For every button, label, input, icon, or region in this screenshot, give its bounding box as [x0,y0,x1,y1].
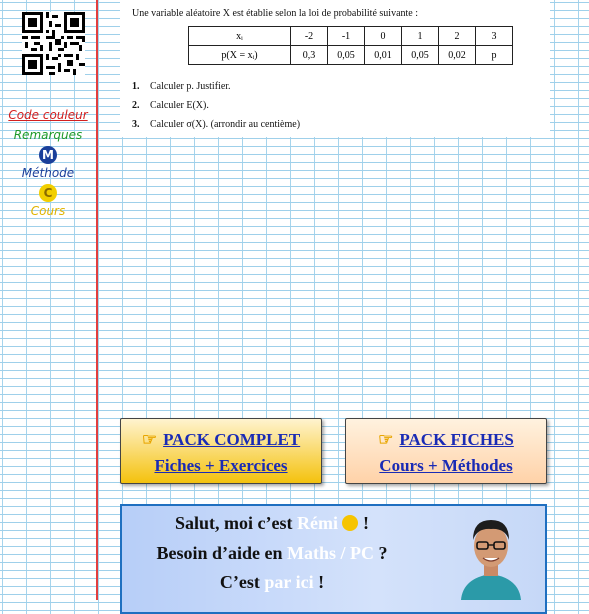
table-cell: -2 [291,27,328,46]
promo-text: ? [374,543,388,563]
pointing-hand-icon: ☞ [141,430,158,449]
table-header-cell: xᵢ [189,27,291,46]
question-text: Calculer σ(X). (arrondir au centième) [150,119,301,130]
qr-code[interactable] [22,12,85,75]
pack-fiches-line1: PACK FICHES [399,430,514,449]
promo-line-2 [122,543,422,564]
table-row [189,46,513,65]
table-cell: 0 [365,27,402,46]
pack-complet-button[interactable] [120,418,322,484]
exercise-intro: Une variable aléatoire X est établie selon la loi de probabilité suivante : [132,8,419,19]
promo-link[interactable]: par ici [264,572,314,592]
table-cell: 0,01 [365,46,402,65]
margin-line [96,0,98,600]
methode-badge-icon: M [39,146,57,164]
question-number: 2. [132,100,140,111]
color-code-legend [6,108,90,218]
table-cell: 0,3 [291,46,328,65]
table-header-cell: p(X = xᵢ) [189,46,291,65]
probability-table [188,26,513,65]
smiley-icon [342,515,358,531]
pack-complet-line1: PACK COMPLET [163,430,301,449]
legend-cours: Cours [30,204,66,218]
exercise-panel [120,0,550,137]
question-number: 1. [132,81,140,92]
table-cell: 0,05 [328,46,365,65]
legend-remarques: Remarques [13,128,83,142]
promo-line-1 [122,513,422,534]
legend-methode: Méthode [21,166,75,180]
promo-text: ! [358,513,369,533]
table-cell: 3 [476,27,513,46]
teacher-photo [455,510,527,600]
question-text: Calculer E(X). [150,100,209,111]
table-row [189,27,513,46]
promo-subject: Maths / PC [287,543,375,563]
legend-title: Code couleur [8,108,88,122]
table-cell: p [476,46,513,65]
question-item [132,119,300,130]
table-cell: -1 [328,27,365,46]
table-cell: 2 [439,27,476,46]
promo-text: Salut, moi c’est [175,513,297,533]
question-item [132,81,231,92]
table-cell: 0,05 [402,46,439,65]
question-item [132,100,209,111]
promo-line-3 [122,572,422,593]
cours-badge-icon: C [39,184,57,202]
pack-complet-line2: Fiches + Exercices [154,456,288,475]
table-cell: 1 [402,27,439,46]
question-number: 3. [132,119,140,130]
question-text: Calculer p. Justifier. [150,81,231,92]
pack-fiches-button[interactable] [345,418,547,484]
table-cell: 0,02 [439,46,476,65]
promo-text: Besoin d’aide en [156,543,288,563]
pack-fiches-line2: Cours + Méthodes [379,456,513,475]
pointing-hand-icon: ☞ [378,430,394,449]
promo-text: C’est [219,572,265,592]
promo-text: ! [313,572,325,592]
promo-name: Rémi [297,513,338,533]
